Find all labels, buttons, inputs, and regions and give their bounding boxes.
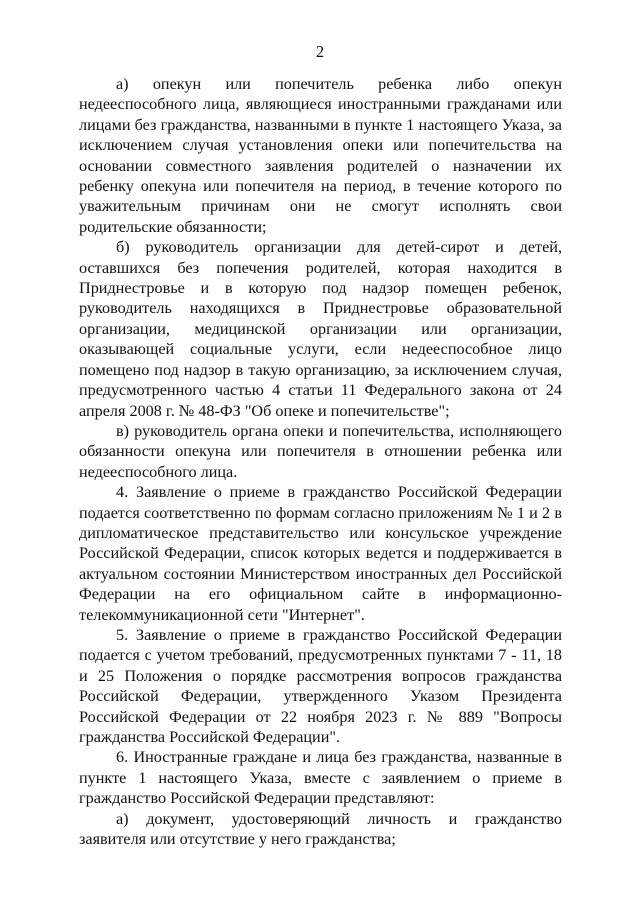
paragraph-3b-organization-head: б) руководитель организации для детей-сирот и детей, оставшихся без попечения родителей, которая находится в Приднестровье и в которую под надзор помещен ребенок, руководитель находящихся в Приднестровье образовательной организации, медицинской организации или организации, оказывающей социальные услуги, если недееспособное лицо помещено под надзор в такую организацию, за исключением случая, предусмотренного частью 4 статьи 11 Федерального закона от 24 апреля 2008 г. № 48-ФЗ "Об опеке и попечительстве"; [79, 238, 562, 420]
page-number: 2 [315, 42, 325, 61]
paragraph-3a-guardian: а) опекун или попечитель ребенка либо опекун недееспособного лица, являющиеся иностранными гражданами или лицами без гражданства, названными в пункте 1 настоящего Указа, за исключением случая установления опеки или попечительства на основании совместного заявления родителей о назначении их ребенку опекуна или попечителя на период, в течение которого по уважительным причинам они не смогут исполнять свои родительские обязанности; [79, 75, 562, 236]
paragraph-6-documents: 6. Иностранные граждане и лица без гражданства, названные в пункте 1 настоящего Указа, вместе с заявлением о приеме в гражданство Российской Федерации представляют: [79, 748, 562, 808]
paragraph-5-requirements: 5. Заявление о приеме в гражданство Российской Федерации подается с учетом требований, предусмотренных пунктами 7 - 11, 18 и 25 Положения о порядке рассмотрения вопросов гражданства Российской Федерации, утвержденного Указом Президента Российской Федерации от 22 ноября 2023 г. № 889 "Вопросы гражданства Российской Федерации". [79, 625, 562, 746]
document-body [79, 74, 562, 849]
paragraph-3c-guardianship-authority: в) руководитель органа опеки и попечительства, исполняющего обязанности опекуна или попечителя в отношении ребенка или недееспособного лица. [79, 421, 562, 481]
paragraph-4-application-forms: 4. Заявление о приеме в гражданство Российской Федерации подается соответственно по формам согласно приложениям № 1 и 2 в дипломатическое представительство или консульское учреждение Российской Федерации, список которых ведется и поддерживается в актуальном состоянии Министерством иностранных дел Российской Федерации на его официальном сайте в информационно-телекоммуникационной сети "Интернет". [79, 483, 562, 624]
paragraph-6a-identity-document: а) документ, удостоверяющий личность и гражданство заявителя или отсутствие у него гражданства; [79, 809, 562, 849]
